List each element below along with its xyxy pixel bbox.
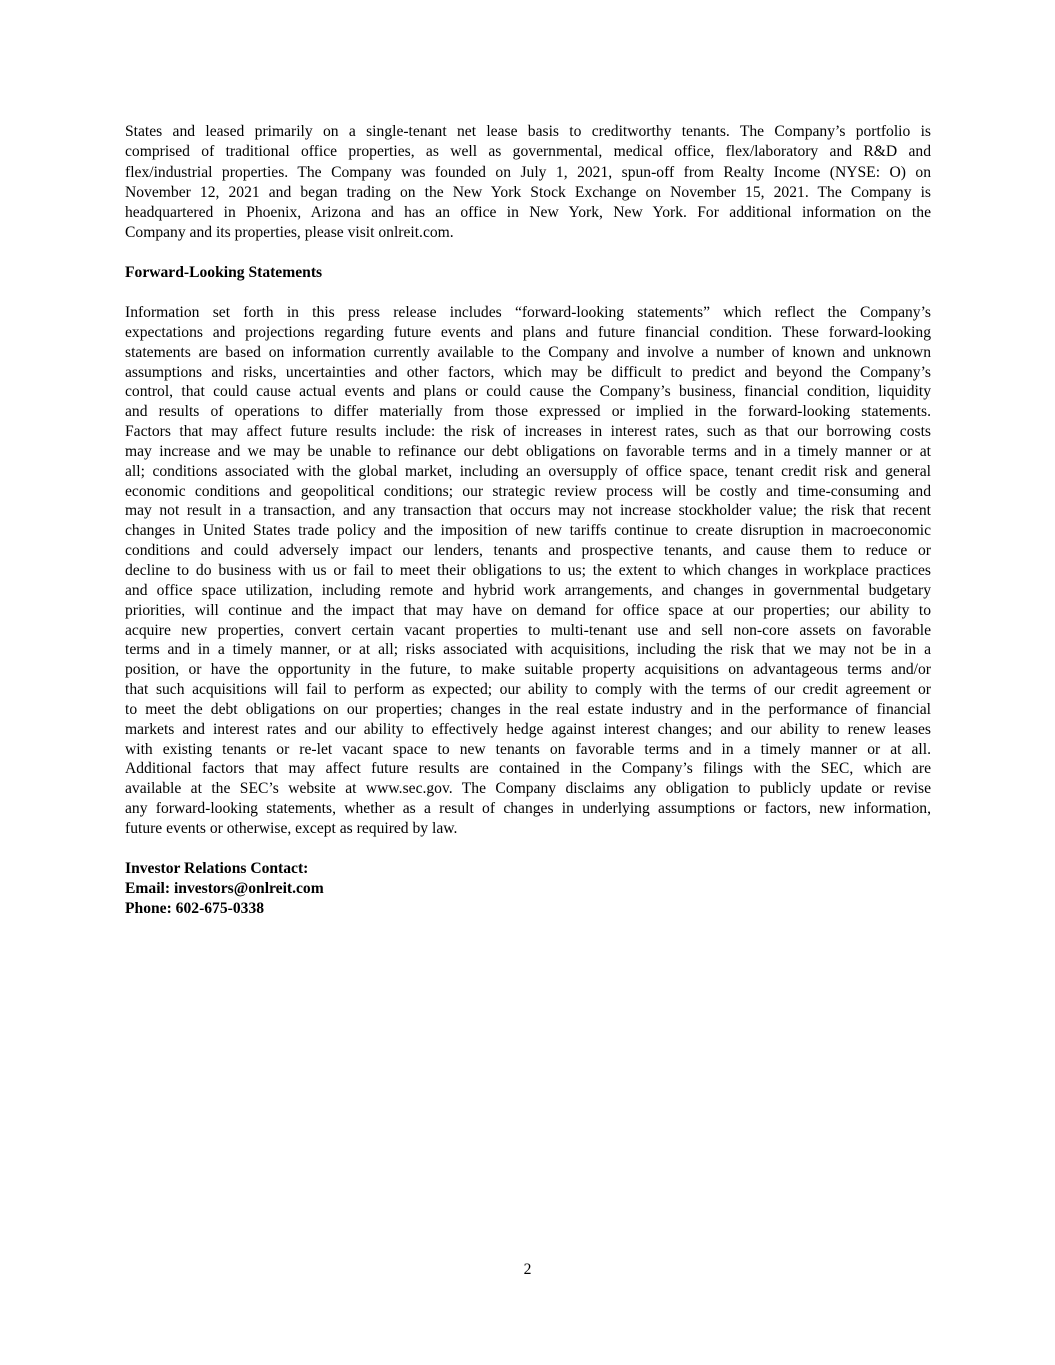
text-line: future events or otherwise, except as required by law. xyxy=(125,819,458,837)
company-description-paragraph xyxy=(125,122,931,244)
page-number: 2 xyxy=(523,1261,532,1278)
contact-email: Email: investors@onlreit.com xyxy=(125,880,324,897)
text-line: Factors that may affect future results include: the risk of increases in interest rates, such as that our borrowing costs xyxy=(125,423,931,441)
text-line: acquire new properties, convert certain vacant properties to multi-tenant use and sell non-core assets on favorable xyxy=(125,621,931,639)
text-line: changes in United States trade policy and the imposition of new tariffs continue to create disruption in macroeconomic xyxy=(125,522,931,540)
forward-looking-heading: Forward-Looking Statements xyxy=(125,264,323,281)
text-line: and results of operations to differ materially from those expressed or implied in the forward-looking statements. xyxy=(125,403,931,421)
forward-looking-paragraph xyxy=(125,303,931,839)
text-line: headquartered in Phoenix, Arizona and has an office in New York, New York. For additional information on the xyxy=(125,204,931,222)
text-line: position, or have the opportunity in the future, to make suitable property acquisitions on advantageous terms and/or xyxy=(125,661,931,679)
text-line: November 12, 2021 and began trading on the New York Stock Exchange on November 15, 2021. The Company is xyxy=(125,183,931,201)
text-line: States and leased primarily on a single-tenant net lease basis to creditworthy tenants. The Company’s portfolio is xyxy=(125,123,931,140)
text-line: and office space utilization, including remote and hybrid work arrangements, and changes in governmental budgetary xyxy=(125,581,931,599)
text-line: Company and its properties, please visit onlreit.com. xyxy=(125,224,454,242)
text-line: all; conditions associated with the global market, including an oversupply of office space, tenant credit risk and general xyxy=(125,462,931,480)
text-line: that such acquisitions will fail to perform as expected; our ability to comply with the terms of our credit agreement or xyxy=(125,681,931,699)
text-line: expectations and projections regarding future events and plans and future financial condition. These forward-looking xyxy=(125,323,931,341)
investor-contact xyxy=(125,859,931,919)
contact-phone: Phone: 602-675-0338 xyxy=(125,900,265,917)
text-line: terms and in a timely manner, or at all; risks associated with acquisitions, including the risk that we may not be in a xyxy=(125,641,931,659)
text-line: economic conditions and geopolitical conditions; our strategic review process will be costly and time-consuming and xyxy=(125,482,931,500)
text-line: decline to do business with us or fail to meet their obligations to us; the extent to which changes in workplace practices xyxy=(125,561,931,579)
text-line: priorities, will continue and the impact that may have on demand for office space at our properties; our ability to xyxy=(125,601,931,619)
text-line: with existing tenants or re-let vacant space to new tenants on favorable terms and in a timely manner or at all. xyxy=(125,740,931,758)
text-line: Information set forth in this press release includes “forward-looking statements” which reflect the Company’s xyxy=(125,304,931,321)
text-line: any forward-looking statements, whether as a result of changes in underlying assumptions or factors, new information, xyxy=(125,800,931,818)
text-line: statements are based on information currently available to the Company and involve a number of known and unknown xyxy=(125,343,931,361)
text-line: may not result in a transaction, and any transaction that occurs may not increase stockholder value; the risk that recent xyxy=(125,502,931,520)
text-line: comprised of traditional office properties, as well as governmental, medical office, flex/laboratory and R&D and xyxy=(125,143,931,161)
text-line: flex/industrial properties. The Company was founded on July 1, 2021, spun-off from Realty Income (NYSE: O) on xyxy=(125,163,931,181)
text-line: conditions and could adversely impact our lenders, tenants and prospective tenants, and cause them to reduce or xyxy=(125,542,931,560)
contact-title: Investor Relations Contact: xyxy=(125,860,309,877)
text-line: markets and interest rates and our ability to effectively hedge against interest changes; and our ability to renew leases xyxy=(125,720,931,738)
text-line: may increase and we may be unable to refinance our debt obligations on favorable terms and in a timely manner or at xyxy=(125,442,931,460)
text-line: to meet the debt obligations on our properties; changes in the real estate industry and in the performance of financial xyxy=(125,700,931,718)
text-line: Additional factors that may affect future results are contained in the Company’s filings with the SEC, which are xyxy=(125,760,931,778)
text-line: assumptions and risks, uncertainties and other factors, which may be difficult to predict and beyond the Company’s xyxy=(125,363,931,381)
text-line: available at the SEC’s website at www.sec.gov. The Company disclaims any obligation to publicly update or revise xyxy=(125,780,931,798)
text-line: control, that could cause actual events and plans or could cause the Company’s business, financial condition, liquidity xyxy=(125,383,931,401)
